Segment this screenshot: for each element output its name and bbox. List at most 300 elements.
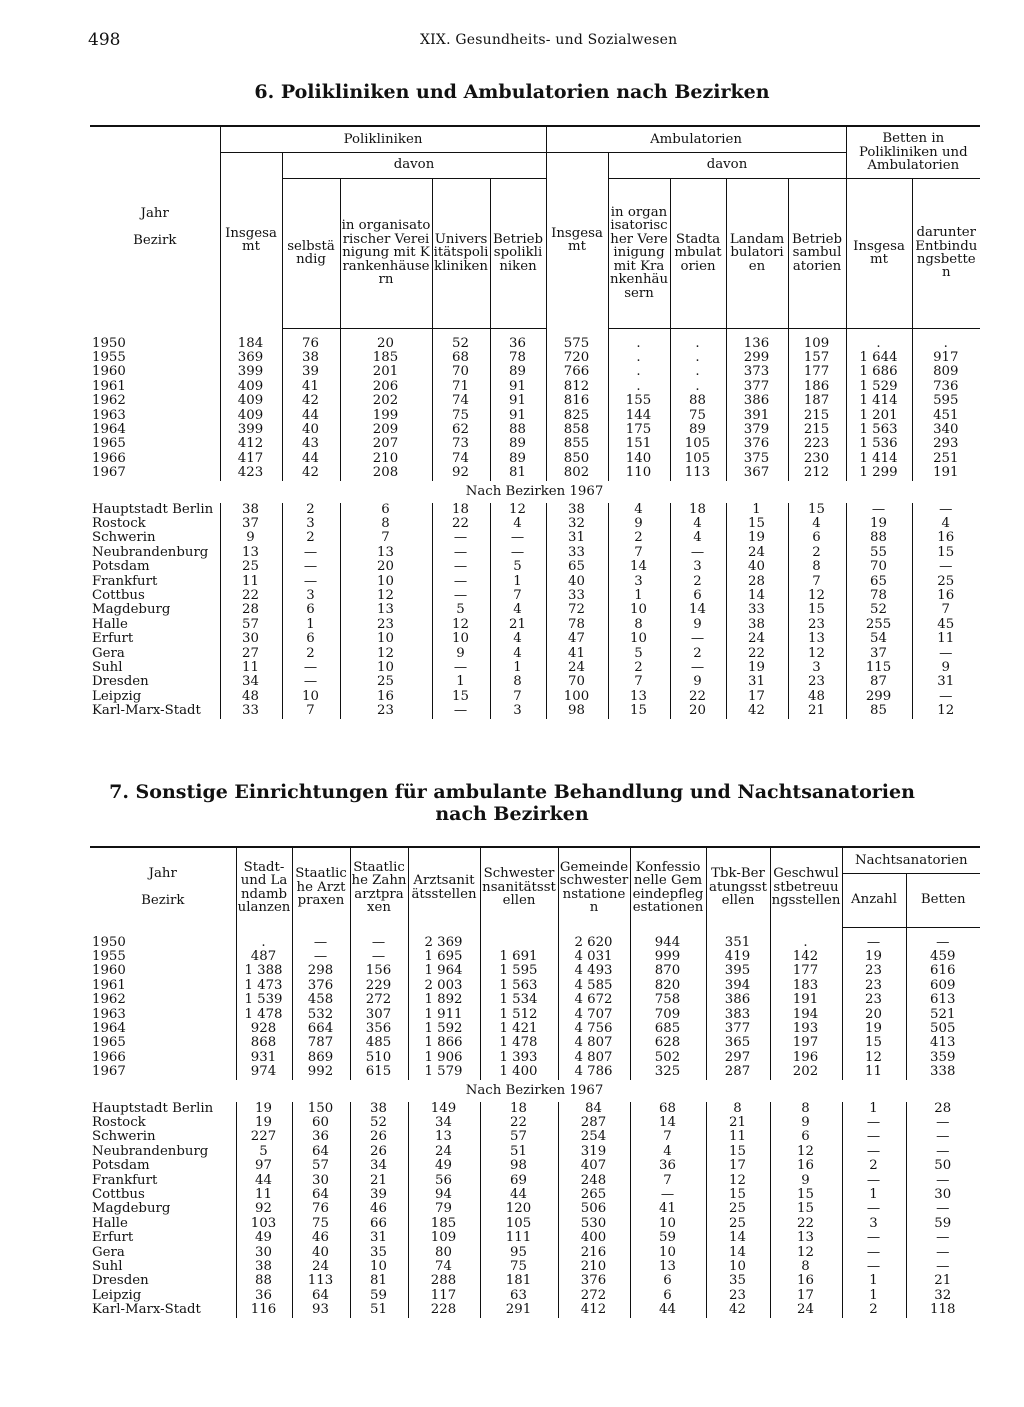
- t7-h-c1: Stadt- und Landambulanzen: [236, 847, 292, 927]
- year-row: [90, 993, 980, 1007]
- value-cell: 1 906: [408, 1051, 480, 1065]
- t7-h-c5: Schwesternsanitätsstellen: [480, 847, 558, 927]
- value-cell: 9: [770, 1174, 842, 1188]
- value-cell: 1: [842, 1289, 906, 1303]
- district-row: [90, 690, 980, 704]
- value-cell: .: [608, 380, 670, 394]
- value-cell: 193: [770, 1022, 842, 1036]
- district-row: [90, 560, 980, 574]
- value-cell: 720: [546, 351, 608, 365]
- value-cell: 39: [282, 365, 340, 379]
- district-row: [90, 661, 980, 675]
- district-row: [90, 675, 980, 689]
- value-cell: 110: [608, 466, 670, 480]
- value-cell: 212: [788, 466, 846, 480]
- value-cell: —: [912, 690, 980, 704]
- value-cell: —: [842, 1246, 906, 1260]
- value-cell: 7: [282, 704, 340, 718]
- value-cell: 1 201: [846, 409, 912, 423]
- value-cell: 35: [350, 1246, 408, 1260]
- year-cell: 1950: [92, 935, 126, 950]
- value-cell: 338: [906, 1065, 980, 1079]
- value-cell: 6: [340, 503, 432, 517]
- year-cell: 1961: [92, 379, 126, 394]
- value-cell: 74: [432, 452, 490, 466]
- value-cell: 111: [480, 1231, 558, 1245]
- value-cell: 12: [340, 647, 432, 661]
- value-cell: 14: [726, 589, 788, 603]
- value-cell: 18: [670, 503, 726, 517]
- value-cell: —: [282, 661, 340, 675]
- value-cell: 12: [912, 704, 980, 718]
- district-name-cell: Erfurt: [92, 632, 134, 647]
- value-cell: 51: [480, 1145, 558, 1159]
- value-cell: 35: [706, 1274, 770, 1288]
- value-cell: 41: [282, 380, 340, 394]
- value-cell: 24: [546, 661, 608, 675]
- value-cell: 13: [630, 1260, 706, 1274]
- value-cell: —: [292, 950, 350, 964]
- value-cell: 2: [670, 647, 726, 661]
- value-cell: 120: [480, 1202, 558, 1216]
- value-cell: 2: [608, 531, 670, 545]
- value-cell: 57: [220, 618, 282, 632]
- value-cell: —: [432, 531, 490, 545]
- value-cell: 79: [408, 1202, 480, 1216]
- value-cell: 709: [630, 1008, 706, 1022]
- value-cell: 3: [282, 517, 340, 531]
- value-cell: —: [282, 546, 340, 560]
- t7-h-c11: Betten: [906, 873, 980, 927]
- value-cell: 95: [480, 1246, 558, 1260]
- t7-stub-header: Jahr Bezirk: [90, 847, 236, 927]
- value-cell: 5: [236, 1145, 292, 1159]
- value-cell: 4: [490, 647, 546, 661]
- value-cell: 4 031: [558, 950, 630, 964]
- value-cell: 928: [236, 1022, 292, 1036]
- value-cell: 412: [220, 437, 282, 451]
- value-cell: —: [842, 1260, 906, 1274]
- district-name-cell: Halle: [92, 617, 128, 632]
- value-cell: 6: [630, 1289, 706, 1303]
- value-cell: 9: [432, 647, 490, 661]
- value-cell: 4: [490, 603, 546, 617]
- value-cell: 8: [490, 675, 546, 689]
- value-cell: 181: [480, 1274, 558, 1288]
- value-cell: 21: [350, 1174, 408, 1188]
- value-cell: 15: [770, 1188, 842, 1202]
- value-cell: 376: [292, 979, 350, 993]
- value-cell: 21: [706, 1116, 770, 1130]
- value-cell: 1 478: [236, 1008, 292, 1022]
- district-name-cell: Leipzig: [92, 1288, 142, 1303]
- value-cell: 766: [546, 365, 608, 379]
- value-cell: —: [630, 1188, 706, 1202]
- value-cell: 375: [726, 452, 788, 466]
- value-cell: 12: [432, 618, 490, 632]
- t7-h-c4: Arztsanitätsstellen: [408, 847, 480, 927]
- value-cell: 13: [220, 546, 282, 560]
- value-cell: 68: [432, 351, 490, 365]
- value-cell: —: [432, 560, 490, 574]
- value-cell: 105: [670, 452, 726, 466]
- value-cell: —: [906, 1246, 980, 1260]
- value-cell: —: [846, 503, 912, 517]
- value-cell: 21: [490, 618, 546, 632]
- year-row: [90, 1065, 980, 1079]
- value-cell: 185: [408, 1217, 480, 1231]
- value-cell: 92: [236, 1202, 292, 1216]
- t6-group-betten: Betten in Polikliniken und Ambulatorien: [846, 126, 980, 178]
- value-cell: 1 563: [480, 979, 558, 993]
- value-cell: 15: [788, 603, 846, 617]
- value-cell: —: [670, 546, 726, 560]
- value-cell: 183: [770, 979, 842, 993]
- value-cell: 9: [608, 517, 670, 531]
- value-cell: 2: [282, 531, 340, 545]
- value-cell: 23: [340, 618, 432, 632]
- table6-title: 6. Polikliniken und Ambulatorien nach Bezirken: [254, 81, 770, 103]
- value-cell: [480, 936, 558, 950]
- value-cell: 521: [906, 1008, 980, 1022]
- t7-h-c8: Tbk-Beratungsstellen: [706, 847, 770, 927]
- value-cell: 1 536: [846, 437, 912, 451]
- value-cell: 55: [846, 546, 912, 560]
- district-row: [90, 1102, 980, 1116]
- value-cell: 70: [846, 560, 912, 574]
- value-cell: —: [906, 1145, 980, 1159]
- value-cell: 1 911: [408, 1008, 480, 1022]
- value-cell: 57: [480, 1130, 558, 1144]
- value-cell: 202: [340, 394, 432, 408]
- value-cell: 1 691: [480, 950, 558, 964]
- value-cell: 30: [220, 632, 282, 646]
- value-cell: 3: [282, 589, 340, 603]
- value-cell: 992: [292, 1065, 350, 1079]
- year-cell: 1963: [92, 408, 126, 423]
- value-cell: 59: [906, 1217, 980, 1231]
- value-cell: 17: [726, 690, 788, 704]
- value-cell: 15: [770, 1202, 842, 1216]
- value-cell: 65: [846, 575, 912, 589]
- value-cell: 855: [546, 437, 608, 451]
- value-cell: .: [608, 337, 670, 351]
- value-cell: 287: [706, 1065, 770, 1079]
- value-cell: 409: [220, 409, 282, 423]
- value-cell: 76: [282, 337, 340, 351]
- value-cell: 24: [770, 1303, 842, 1317]
- value-cell: 22: [480, 1116, 558, 1130]
- value-cell: 377: [726, 380, 788, 394]
- page-header: [0, 30, 1024, 52]
- value-cell: 299: [726, 351, 788, 365]
- value-cell: 10: [630, 1217, 706, 1231]
- value-cell: 917: [912, 351, 980, 365]
- value-cell: 265: [558, 1188, 630, 1202]
- value-cell: .: [236, 936, 292, 950]
- value-cell: 44: [630, 1303, 706, 1317]
- district-name-cell: Karl-Marx-Stadt: [92, 1303, 201, 1318]
- value-cell: 105: [670, 437, 726, 451]
- value-cell: 89: [490, 452, 546, 466]
- value-cell: 17: [706, 1159, 770, 1173]
- value-cell: 16: [912, 589, 980, 603]
- value-cell: 38: [726, 618, 788, 632]
- value-cell: 40: [282, 423, 340, 437]
- value-cell: 373: [726, 365, 788, 379]
- district-row: [90, 1159, 980, 1173]
- value-cell: 14: [706, 1231, 770, 1245]
- value-cell: 74: [432, 394, 490, 408]
- district-name-cell: Rostock: [92, 516, 146, 531]
- value-cell: 33: [726, 603, 788, 617]
- value-cell: 42: [726, 704, 788, 718]
- value-cell: 24: [408, 1145, 480, 1159]
- value-cell: 1 592: [408, 1022, 480, 1036]
- value-cell: 68: [630, 1102, 706, 1116]
- value-cell: —: [432, 704, 490, 718]
- year-row: [90, 1051, 980, 1065]
- value-cell: 7: [788, 575, 846, 589]
- value-cell: 25: [220, 560, 282, 574]
- value-cell: 248: [558, 1174, 630, 1188]
- value-cell: 9: [912, 661, 980, 675]
- value-cell: 78: [546, 618, 608, 632]
- year-cell: 1966: [92, 1050, 126, 1065]
- t6-years-body: [90, 328, 980, 481]
- value-cell: 70: [546, 675, 608, 689]
- district-row: [90, 1303, 980, 1317]
- value-cell: 42: [282, 466, 340, 480]
- value-cell: 1 400: [480, 1065, 558, 1079]
- value-cell: 13: [340, 603, 432, 617]
- value-cell: 32: [906, 1289, 980, 1303]
- district-row: [90, 503, 980, 517]
- value-cell: 23: [842, 964, 906, 978]
- value-cell: 109: [408, 1231, 480, 1245]
- district-row: [90, 647, 980, 661]
- value-cell: 7: [490, 690, 546, 704]
- value-cell: —: [432, 661, 490, 675]
- value-cell: 184: [220, 337, 282, 351]
- value-cell: 75: [670, 409, 726, 423]
- year-cell: 1962: [92, 993, 126, 1008]
- value-cell: 4: [912, 517, 980, 531]
- table7: [90, 846, 980, 1318]
- value-cell: .: [912, 337, 980, 351]
- value-cell: .: [770, 936, 842, 950]
- value-cell: 532: [292, 1008, 350, 1022]
- value-cell: 4 807: [558, 1036, 630, 1050]
- value-cell: 23: [788, 618, 846, 632]
- value-cell: 575: [546, 337, 608, 351]
- year-row: [90, 437, 980, 451]
- value-cell: 47: [546, 632, 608, 646]
- value-cell: 5: [432, 603, 490, 617]
- value-cell: 399: [220, 365, 282, 379]
- value-cell: 2: [842, 1303, 906, 1317]
- value-cell: 89: [670, 423, 726, 437]
- district-name-cell: Rostock: [92, 1115, 146, 1130]
- value-cell: 2 003: [408, 979, 480, 993]
- value-cell: .: [670, 380, 726, 394]
- year-cell: 1961: [92, 978, 126, 993]
- year-row: [90, 409, 980, 423]
- t7-h-c3: Staatliche Zahnarztpraxen: [350, 847, 408, 927]
- t7-section: [90, 1080, 980, 1102]
- value-cell: 46: [350, 1202, 408, 1216]
- value-cell: 485: [350, 1036, 408, 1050]
- district-name-cell: Gera: [92, 646, 125, 661]
- value-cell: 23: [340, 704, 432, 718]
- value-cell: 1 892: [408, 993, 480, 1007]
- value-cell: 1: [842, 1274, 906, 1288]
- value-cell: 65: [546, 560, 608, 574]
- value-cell: 4: [670, 531, 726, 545]
- value-cell: 616: [906, 964, 980, 978]
- t6-stub-header: Jahr Bezirk: [90, 126, 220, 328]
- value-cell: 210: [340, 452, 432, 466]
- value-cell: 870: [630, 964, 706, 978]
- district-row: [90, 517, 980, 531]
- value-cell: 4: [490, 517, 546, 531]
- value-cell: 185: [340, 351, 432, 365]
- value-cell: 49: [236, 1231, 292, 1245]
- district-row: [90, 603, 980, 617]
- value-cell: 4: [490, 632, 546, 646]
- value-cell: 151: [608, 437, 670, 451]
- value-cell: 28: [906, 1102, 980, 1116]
- value-cell: 38: [282, 351, 340, 365]
- value-cell: 89: [490, 365, 546, 379]
- value-cell: 502: [630, 1051, 706, 1065]
- value-cell: 44: [282, 409, 340, 423]
- value-cell: 15: [842, 1036, 906, 1050]
- year-cell: 1965: [92, 1036, 126, 1051]
- district-name-cell: Potsdam: [92, 1159, 150, 1174]
- table6: [90, 125, 980, 719]
- value-cell: 13: [608, 690, 670, 704]
- value-cell: 13: [770, 1231, 842, 1245]
- value-cell: —: [842, 1130, 906, 1144]
- value-cell: 868: [236, 1036, 292, 1050]
- value-cell: .: [670, 351, 726, 365]
- value-cell: 664: [292, 1022, 350, 1036]
- t6-section-label: Nach Bezirken 1967: [465, 483, 604, 499]
- table7-title-line1: 7. Sonstige Einrichtungen für ambulante Behandlung und Nachtsanatorien: [109, 781, 915, 803]
- value-cell: 89: [490, 437, 546, 451]
- value-cell: 4 585: [558, 979, 630, 993]
- value-cell: 19: [846, 517, 912, 531]
- value-cell: 215: [788, 409, 846, 423]
- value-cell: 11: [236, 1188, 292, 1202]
- value-cell: 75: [480, 1260, 558, 1274]
- value-cell: 1: [842, 1188, 906, 1202]
- t6-h-poli-org: in organisatorischer Vereinigung mit Krankenhäusern: [340, 178, 432, 328]
- value-cell: 1 299: [846, 466, 912, 480]
- value-cell: 15: [788, 503, 846, 517]
- value-cell: 412: [558, 1303, 630, 1317]
- value-cell: 34: [408, 1116, 480, 1130]
- value-cell: 2: [608, 661, 670, 675]
- value-cell: 3: [842, 1217, 906, 1231]
- year-row: [90, 1022, 980, 1036]
- value-cell: 187: [788, 394, 846, 408]
- t6-h-amb-ins: Insgesamt: [546, 152, 608, 328]
- value-cell: 149: [408, 1102, 480, 1116]
- value-cell: 1: [608, 589, 670, 603]
- district-name-cell: Suhl: [92, 661, 123, 676]
- value-cell: 8: [340, 517, 432, 531]
- value-cell: 25: [340, 675, 432, 689]
- value-cell: 459: [906, 950, 980, 964]
- value-cell: 3: [490, 704, 546, 718]
- value-cell: 736: [912, 380, 980, 394]
- value-cell: 4 672: [558, 993, 630, 1007]
- value-cell: 254: [558, 1130, 630, 1144]
- value-cell: 1: [842, 1102, 906, 1116]
- district-row: [90, 575, 980, 589]
- value-cell: 24: [726, 546, 788, 560]
- value-cell: 144: [608, 409, 670, 423]
- value-cell: 10: [350, 1260, 408, 1274]
- district-row: [90, 1217, 980, 1231]
- value-cell: —: [350, 950, 408, 964]
- value-cell: 30: [292, 1174, 350, 1188]
- year-row: [90, 337, 980, 351]
- value-cell: 298: [292, 964, 350, 978]
- value-cell: 88: [846, 531, 912, 545]
- value-cell: 59: [350, 1289, 408, 1303]
- value-cell: 215: [788, 423, 846, 437]
- value-cell: 20: [340, 337, 432, 351]
- district-name-cell: Halle: [92, 1216, 128, 1231]
- value-cell: 70: [432, 365, 490, 379]
- value-cell: 458: [292, 993, 350, 1007]
- value-cell: 201: [340, 365, 432, 379]
- year-cell: 1960: [92, 964, 126, 979]
- year-row: [90, 380, 980, 394]
- value-cell: 48: [220, 690, 282, 704]
- year-row: [90, 423, 980, 437]
- value-cell: 37: [220, 517, 282, 531]
- t6-h-amb-davon: davon: [608, 152, 846, 178]
- value-cell: —: [432, 546, 490, 560]
- value-cell: 76: [292, 1202, 350, 1216]
- value-cell: 6: [788, 531, 846, 545]
- value-cell: 227: [236, 1130, 292, 1144]
- value-cell: 7: [912, 603, 980, 617]
- value-cell: 223: [788, 437, 846, 451]
- value-cell: 85: [846, 704, 912, 718]
- value-cell: 34: [220, 675, 282, 689]
- value-cell: 44: [236, 1174, 292, 1188]
- value-cell: —: [842, 1116, 906, 1130]
- value-cell: 12: [770, 1145, 842, 1159]
- value-cell: 25: [706, 1202, 770, 1216]
- value-cell: 858: [546, 423, 608, 437]
- value-cell: 293: [912, 437, 980, 451]
- value-cell: 56: [408, 1174, 480, 1188]
- value-cell: 272: [558, 1289, 630, 1303]
- value-cell: 62: [432, 423, 490, 437]
- value-cell: 43: [282, 437, 340, 451]
- value-cell: 613: [906, 993, 980, 1007]
- value-cell: 4 756: [558, 1022, 630, 1036]
- t7-h-c10: Anzahl: [842, 873, 906, 927]
- year-cell: 1964: [92, 422, 126, 437]
- value-cell: 136: [726, 337, 788, 351]
